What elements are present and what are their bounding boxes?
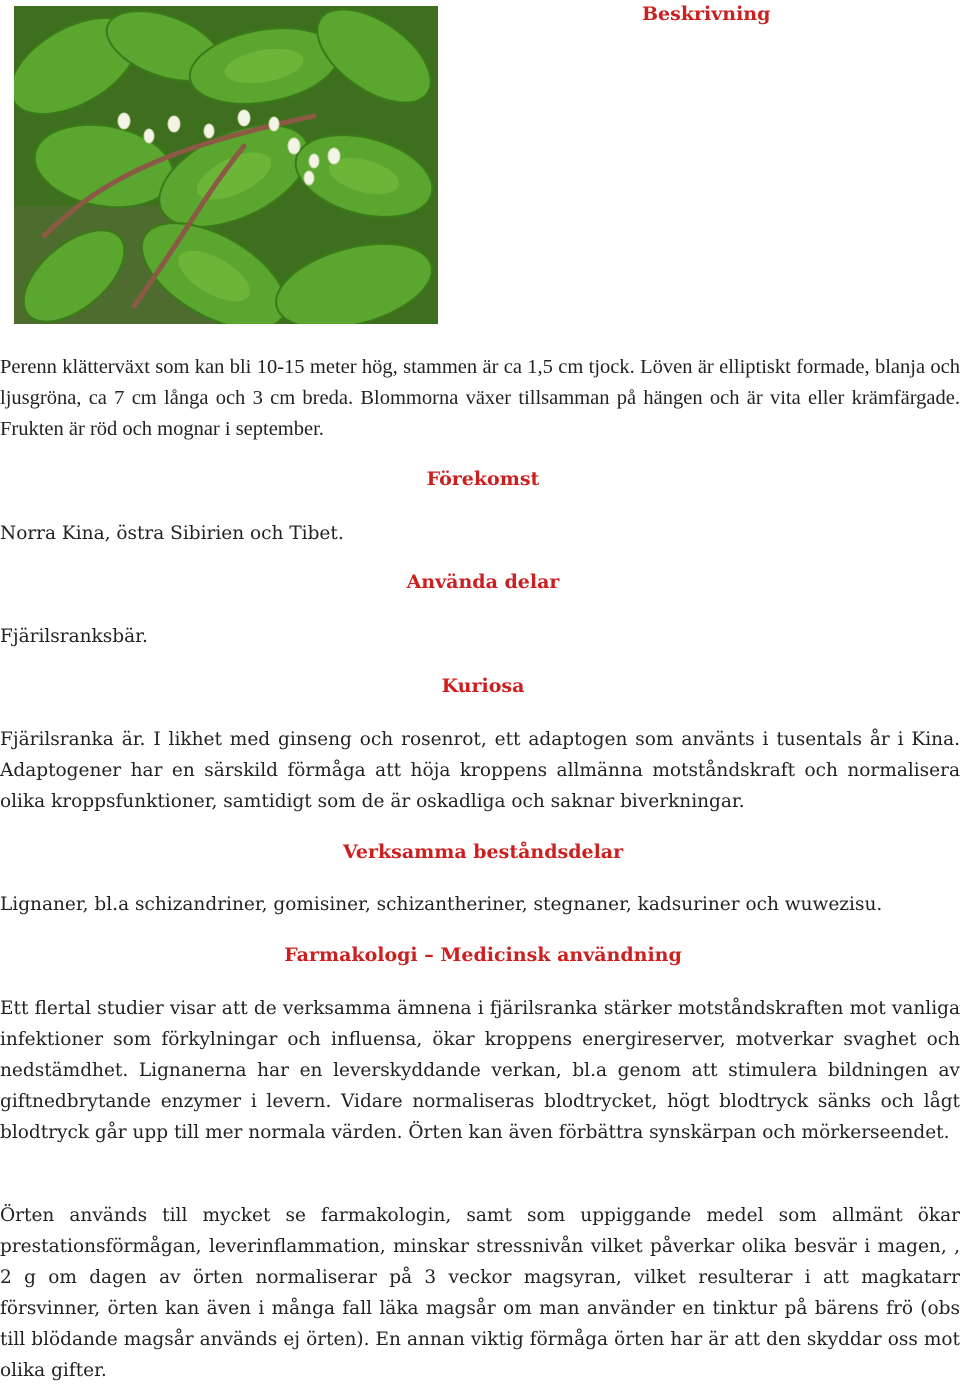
paragraph-verksamma: Lignaner, bl.a schizandriner, gomisiner, schizantheriner, stegnaner, kadsuriner och wuwezisu. (0, 894, 883, 915)
paragraph-forekomst: Norra Kina, östra Sibirien och Tibet. (0, 523, 344, 544)
paragraph-farmakologi-1: Ett flertal studier visar att de verksamma ämnena i fjärilsranka stärker motståndskraften mot vanliga infektioner som förkylningar och influensa, ökar kroppens energireserver, motverkar svaghet och nedstämdhet. Lignanerna har en leverskyddande verkan, bl.a genom att stimulera bildningen av giftnedbrytande enzymer i levern. Vidare normaliseras blodtrycket, högt blodtryck sänks och lågt blodtryck går upp till mer normala värden. Örten kan även förbättra synskärpan och mörkerseendet. (0, 998, 960, 1143)
heading-verksamma: Verksamma beståndsdelar (342, 841, 624, 863)
heading-beskrivning: Beskrivning (642, 3, 771, 25)
heading-farmakologi: Farmakologi – Medicinsk användning (284, 944, 682, 966)
paragraph-kuriosa: Fjärilsranka är. I likhet med ginseng och rosenrot, ett adaptogen som använts i tusentals år i Kina. Adaptogener har en särskild förmåga att höja kroppens allmänna motståndskraft och normalisera olika kroppsfunktioner, samtidigt som de är oskadliga och saknar biverkningar. (0, 729, 960, 812)
paragraph-beskrivning: Perenn klätterväxt som kan bli 10-15 meter hög, stammen är ca 1,5 cm tjock. Löven är elliptiskt formade, blanja och ljusgröna, ca 7 cm långa och 3 cm breda. Blommorna växer tillsamman på hängen och är vita eller krämfärgade. Frukten är röd och mognar i september. (0, 356, 960, 440)
paragraph-anvanda-delar: Fjärilsranksbär. (0, 626, 148, 647)
heading-anvanda-delar: Använda delar (406, 571, 560, 593)
heading-kuriosa: Kuriosa (441, 675, 525, 697)
heading-forekomst: Förekomst (426, 468, 540, 490)
plant-illustration (14, 6, 438, 324)
paragraph-farmakologi-2: Örten används till mycket se farmakologin, samt som uppiggande medel som allmänt ökar prestationsförmågan, leverinflammation, minskar stressnivån vilket påverkar olika besvär i magen, , 2 g om dagen av örten normaliserar på 3 veckor magsyran, vilket resulterar i att magkatarr försvinner, örten kan även i många fall läka magsår om man använder en tinktur på bärens frö (obs till blödande magsår används ej örten). En annan viktig förmåga örten har är att den skyddar oss mot olika gifter. (0, 1205, 960, 1381)
plant-photo (14, 6, 438, 324)
